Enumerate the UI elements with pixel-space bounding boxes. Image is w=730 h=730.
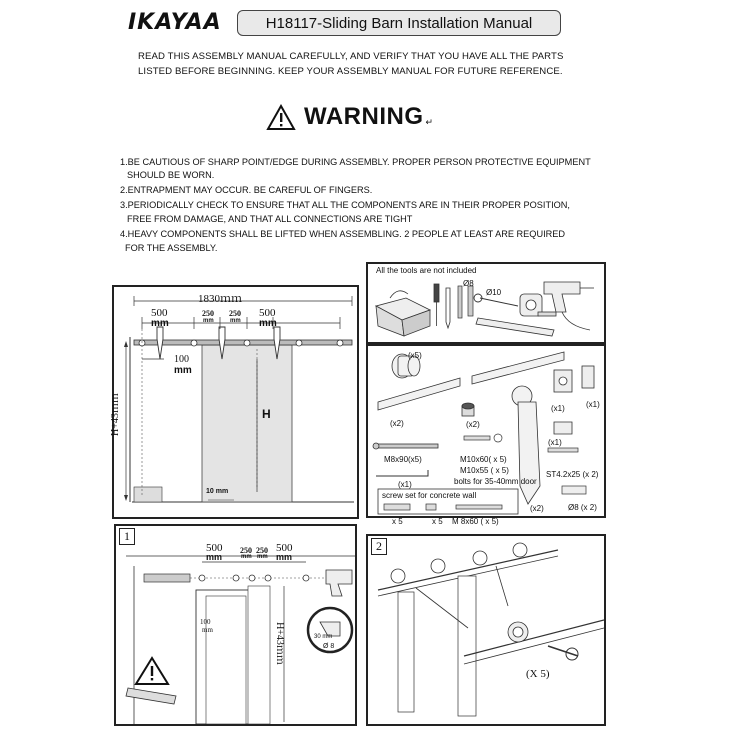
qty-roller: (x5): [408, 351, 422, 360]
part-m8x90: M8x90(x5): [384, 455, 422, 464]
dim-100: 100: [174, 354, 189, 365]
s1-500-right: 500: [276, 542, 293, 554]
step-1-panel: [114, 524, 357, 726]
s1-100: 100: [200, 618, 211, 626]
s1-250-left: 250: [240, 546, 252, 555]
part-m10x60: M10x60( x 5): [460, 455, 507, 464]
warning-line-2: SHOULD BE WORN.: [127, 170, 215, 180]
dim-500-left-unit: mm: [151, 318, 169, 329]
wall-anchor-icon: [562, 486, 586, 494]
intro-line-1: READ THIS ASSEMBLY MANUAL CAREFULLY, AND VERIFY THAT YOU HAVE ALL THE PARTS: [138, 51, 564, 62]
s1-250-right-unit: mm: [257, 554, 268, 560]
dim-250-left-unit: mm: [203, 318, 214, 324]
warning-line-3: 2.ENTRAPMENT MAY OCCUR. BE CAREFUL OF FINGERS.: [120, 185, 373, 195]
power-drill-icon: [544, 282, 594, 330]
tools-drill-8: Ø8: [463, 279, 474, 288]
stop-block-icon: [554, 370, 572, 392]
s1-100-unit: mm: [202, 626, 213, 634]
dim-250-right: 250: [229, 309, 241, 318]
part-m10x55: M10x55 ( x 5): [460, 466, 509, 475]
step-1-number: 1: [119, 528, 135, 545]
warning-heading: [266, 103, 433, 131]
bracket-icon: [582, 366, 594, 388]
warning-mark: ↵: [425, 116, 434, 127]
wrench-icon: [548, 646, 578, 656]
tools-caption: All the tools are not included: [376, 266, 477, 275]
concrete-anchor-icon: [384, 504, 502, 510]
warning-line-6: 4.HEAVY COMPONENTS SHALL BE LIFTED WHEN ASSEMBLING. 2 PEOPLE AT LEAST ARE REQUIRED: [120, 229, 566, 239]
s1-500-left-unit: mm: [206, 552, 223, 562]
qty-hanger: (x2): [530, 504, 544, 513]
parts-panel: [366, 344, 606, 518]
intro-line-2: LISTED BEFORE BEGINNING. KEEP YOUR ASSEMBLY MANUAL FOR FUTURE REFERENCE.: [138, 66, 563, 77]
concrete-x5-a: x 5: [392, 517, 403, 526]
tape-measure-icon: [520, 294, 556, 316]
concrete-x5-b: x 5: [432, 517, 443, 526]
concrete-m8x60: M 8x60 ( x 5): [452, 517, 499, 526]
drill-icon: [326, 570, 352, 596]
s1-height: H+43ｍｍ: [273, 622, 285, 665]
pencil-icon: [446, 288, 450, 328]
dim-height-h: H: [262, 407, 271, 421]
s1-drill: Ø 8: [323, 643, 335, 650]
step-2-panel: [366, 534, 606, 726]
concrete-caption: screw set for concrete wall: [382, 491, 477, 500]
hanger-strap-icon: [512, 386, 540, 504]
brand-logo: IKAYAA: [128, 10, 222, 35]
dim-100-unit: mm: [174, 365, 192, 376]
step-2-illustration: [368, 536, 604, 724]
warning-title: WARNING: [304, 103, 424, 130]
qty-spacer: (x2): [466, 420, 480, 429]
floor-guide-icon: [554, 422, 572, 434]
dim-250-left: 250: [202, 309, 214, 318]
warning-line-1: 1.BE CAUTIOUS OF SHARP POINT/EDGE DURING ASSEMBLY. PROPER PERSON PROTECTIVE EQUIPMENT: [120, 157, 591, 167]
part-bolts-note: bolts for 35-40mm door: [454, 477, 537, 486]
step-1-illustration: [116, 526, 355, 724]
spacer-icon: [462, 403, 474, 416]
toolbox-icon: [376, 291, 430, 336]
s1-250-left-unit: mm: [241, 554, 252, 560]
tools-drill-10: Ø10: [486, 288, 502, 297]
step-2-number: 2: [371, 538, 387, 555]
manual-title-text: H18117-Sliding Barn Installation Manual: [265, 14, 533, 32]
warning-line-4: 3.PERIODICALLY CHECK TO ENSURE THAT ALL THE COMPONENTS ARE IN THEIR PROPER POSITION,: [120, 200, 570, 210]
spirit-level-icon: [476, 318, 554, 336]
qty-track: (x2): [390, 419, 404, 428]
s1-500-left: 500: [206, 542, 223, 554]
part-st-screw: ST4.2x25 (x 2): [546, 470, 599, 479]
warning-line-7: FOR THE ASSEMBLY.: [125, 243, 218, 253]
screwdriver-icon: [434, 284, 439, 326]
allen-key-icon: [376, 470, 428, 476]
s1-depth: 30 mm: [314, 634, 333, 640]
step-2-qty: (X 5): [526, 668, 550, 680]
dim-500-right: 500: [259, 307, 276, 319]
dim-500-right-unit: mm: [259, 318, 277, 329]
qty-stop: (x1): [551, 404, 565, 413]
tools-illustration: [368, 276, 604, 342]
manual-title: [237, 10, 561, 36]
s1-250-right: 250: [256, 546, 268, 555]
dim-height-left: H+43ｍｍ: [109, 393, 121, 436]
dim-gap-10: 10 mm: [206, 488, 229, 495]
dim-250-right-unit: mm: [230, 318, 241, 324]
drill-bits-icon: [458, 286, 473, 318]
warning-triangle-icon: [266, 104, 296, 131]
bolt-icon: [464, 434, 502, 442]
qty-bracket: (x1): [586, 400, 600, 409]
warning-line-5: FREE FROM DAMAGE, AND THAT ALL CONNECTIONS ARE TIGHT: [127, 214, 413, 224]
qty-guide: (x1): [548, 438, 562, 447]
tools-panel: [366, 262, 606, 344]
qty-allen: (x1): [398, 480, 412, 489]
s1-500-right-unit: mm: [276, 552, 293, 562]
dim-total: 1830ｍｍ: [198, 293, 242, 305]
dimensions-panel: [109, 285, 359, 519]
part-anchor: Ø8 (x 2): [568, 503, 597, 512]
lag-screw-icon: [373, 443, 438, 449]
st-screw-icon: [548, 448, 578, 452]
dim-500-left: 500: [151, 307, 168, 319]
